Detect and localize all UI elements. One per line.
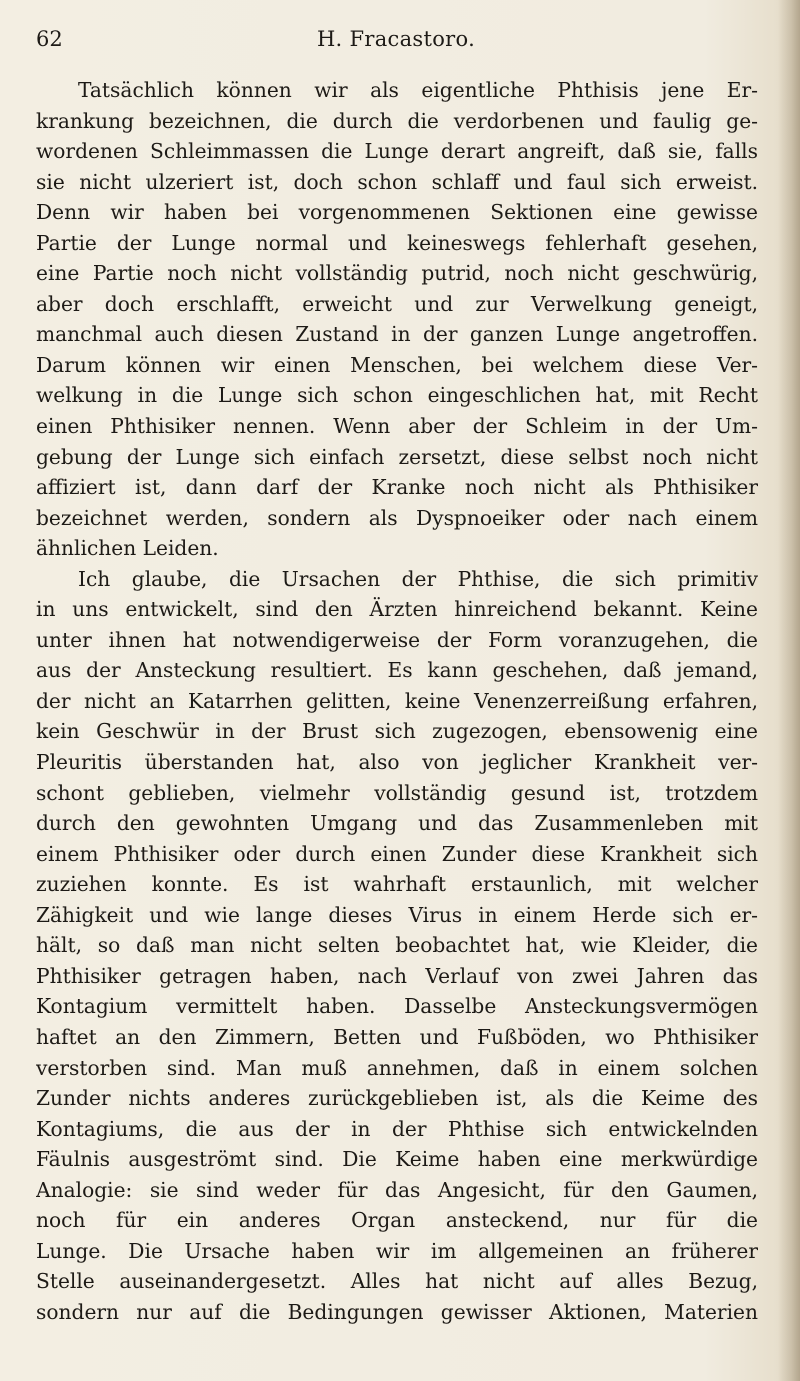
text-line: zuziehen konnte. Es ist wahrhaft erstaunlich, mit welcher [36, 872, 758, 897]
text-line: sie nicht ulzeriert ist, doch schon schlaff und faul sich erweist. [36, 169, 758, 194]
text-line: unter ihnen hat notwendigerweise der Form voranzugehen, die [36, 627, 758, 652]
text-line: Phthisiker getragen haben, nach Verlauf von zwei Jahren das [36, 963, 758, 988]
text-line: eine Partie noch nicht vollständig putrid, noch nicht geschwürig, [36, 261, 758, 286]
text-line: affiziert ist, dann darf der Kranke noch nicht als Phthisiker [36, 475, 758, 500]
text-line: Fäulnis ausgeströmt sind. Die Keime haben eine merkwürdige [36, 1147, 758, 1172]
text-line: Zähigkeit und wie lange dieses Virus in einem Herde sich er- [36, 902, 758, 927]
text-line: Denn wir haben bei vorgenommenen Sektionen eine gewisse [36, 200, 758, 225]
text-line: noch für ein anderes Organ ansteckend, nur für die [36, 1208, 758, 1233]
page-number: 62 [36, 27, 63, 51]
text-line: ähnlichen Leiden. [36, 536, 219, 561]
text-line: krankung bezeichnen, die durch die verdorbenen und faulig ge- [36, 108, 758, 133]
text-line: sondern nur auf die Bedingungen gewisser Aktionen, Materien [36, 1299, 758, 1324]
running-head: H. Fracastoro. [316, 27, 476, 51]
text-line: Lunge. Die Ursache haben wir im allgemeinen an früherer [36, 1238, 758, 1263]
body-text [36, 75, 758, 1327]
text-line: einem Phthisiker oder durch einen Zunder diese Krankheit sich [36, 841, 758, 866]
text-line: Partie der Lunge normal und keineswegs fehlerhaft gesehen, [36, 230, 758, 255]
text-line: manchmal auch diesen Zustand in der ganzen Lunge angetroffen. [36, 322, 758, 347]
text-line: wordenen Schleimmassen die Lunge derart angreift, daß sie, falls [36, 139, 758, 164]
text-line: schont geblieben, vielmehr vollständig gesund ist, trotzdem [36, 780, 758, 805]
text-line: Kontagiums, die aus der in der Phthise sich entwickelnden [36, 1116, 758, 1141]
text-line: bezeichnet werden, sondern als Dyspnoeiker oder nach einem [36, 505, 758, 530]
text-line: hält, so daß man nicht selten beobachtet hat, wie Kleider, die [36, 933, 758, 958]
page-edge-shadow [778, 0, 800, 1381]
text-line: durch den gewohnten Umgang und das Zusammenleben mit [36, 811, 758, 836]
text-line: Zunder nichts anderes zurückgeblieben ist, als die Keime des [36, 1086, 758, 1111]
text-line: haftet an den Zimmern, Betten und Fußböden, wo Phthisiker [36, 1024, 758, 1049]
text-line: welkung in die Lunge sich schon eingeschlichen hat, mit Recht [36, 383, 758, 408]
text-line: Darum können wir einen Menschen, bei welchem diese Ver- [36, 352, 758, 377]
page-header [36, 22, 756, 56]
text-line: Analogie: sie sind weder für das Angesicht, für den Gaumen, [36, 1177, 758, 1202]
text-line: Pleuritis überstanden hat, also von jeglicher Krankheit ver- [36, 750, 758, 775]
text-line: einen Phthisiker nennen. Wenn aber der Schleim in der Um- [36, 414, 758, 439]
text-line: in uns entwickelt, sind den Ärzten hinreichend bekannt. Keine [36, 597, 758, 622]
text-line: Tatsächlich können wir als eigentliche Phthisis jene Er- [78, 78, 758, 102]
text-line: verstorben sind. Man muß annehmen, daß in einem solchen [36, 1055, 758, 1080]
text-line: Stelle auseinandergesetzt. Alles hat nicht auf alles Bezug, [36, 1269, 758, 1294]
text-line: Kontagium vermittelt haben. Dasselbe Ansteckungsvermögen [36, 994, 758, 1019]
text-line: aber doch erschlafft, erweicht und zur Verwelkung geneigt, [36, 291, 758, 316]
text-line: aus der Ansteckung resultiert. Es kann geschehen, daß jemand, [36, 658, 758, 683]
text-line: Ich glaube, die Ursachen der Phthise, die sich primitiv [78, 566, 758, 591]
text-line: gebung der Lunge sich einfach zersetzt, diese selbst noch nicht [36, 444, 758, 469]
text-line: kein Geschwür in der Brust sich zugezogen, ebensowenig eine [36, 719, 758, 744]
text-line: der nicht an Katarrhen gelitten, keine Venenzerreißung erfahren, [36, 688, 758, 713]
